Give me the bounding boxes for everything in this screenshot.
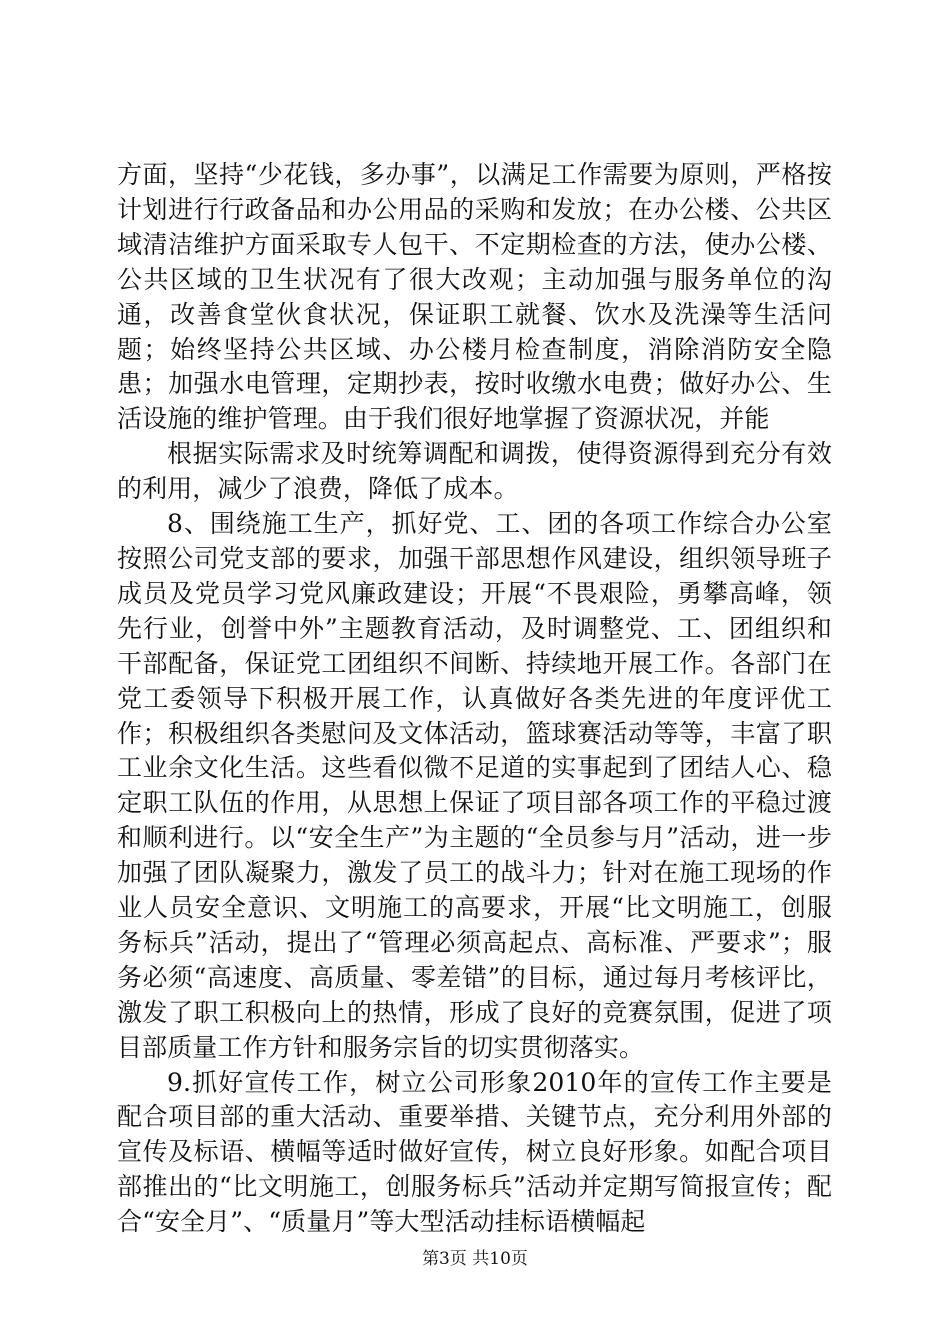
document-body bbox=[117, 158, 832, 1240]
paragraph-resource-allocation: 根据实际需求及时统筹调配和调拨，使得资源得到充分有效的利用，减少了浪费，降低了成本。 bbox=[117, 439, 832, 504]
page-number-footer: 第3页 共10页 bbox=[422, 1249, 528, 1269]
paragraph-section-8: 8、围绕施工生产，抓好党、工、团的各项工作综合办公室按照公司党支部的要求，加强干部思想作风建设，组织领导班子成员及党员学习党风廉政建设；开展“不畏艰险，勇攀高峰，领先行业，创誉中外”主题教育活动，及时调整党、工、团组织和干部配备，保证党工团组织不间断、持续地开展工作。各部门在党工委领导下积极开展工作，认真做好各类先进的年度评优工作；积极组织各类慰问及文体活动，篮球赛活动等等，丰富了职工业余文化生活。这些看似微不足道的实事起到了团结人心、稳定职工队伍的作用，从思想上保证了项目部各项工作的平稳过渡和顺利进行。以“安全生产”为主题的“全员参与月”活动，进一步加强了团队凝聚力，激发了员工的战斗力；针对在施工现场的作业人员安全意识、文明施工的高要求，开展“比文明施工，创服务标兵”活动，提出了“管理必须高起点、高标准、严要求”；服务必须“高速度、高质量、零差错”的目标，通过每月考核评比，激发了职工积极向上的热情，形成了良好的竞赛氛围，促进了项目部质量工作方针和服务宗旨的切实贯彻落实。 bbox=[117, 509, 832, 1062]
paragraph-continuation: 方面，坚持“少花钱，多办事”，以满足工作需要为原则，严格按计划进行行政备品和办公用品的采购和发放；在办公楼、公共区域清洁维护方面采取专人包干、不定期检查的方法，使办公楼、公共区域的卫生状况有了很大改观；主动加强与服务单位的沟通，改善食堂伙食状况，保证职工就餐、饮水及洗澡等生活问题；始终坚持公共区域、办公楼月检查制度，消除消防安全隐患；加强水电管理，定期抄表，按时收缴水电费；做好办公、生活设施的维护管理。由于我们很好地掌握了资源状况，并能 bbox=[117, 160, 832, 434]
paragraph-section-9: 9.抓好宣传工作，树立公司形象2010年的宣传工作主要是配合项目部的重大活动、重要举措、关键节点，充分利用外部的宣传及标语、横幅等适时做好宣传，树立良好形象。如配合项目部推出的“比文明施工，创服务标兵”活动并定期写简报宣传；配合“安全月”、“质量月”等大型活动挂标语横幅起 bbox=[117, 1067, 832, 1237]
